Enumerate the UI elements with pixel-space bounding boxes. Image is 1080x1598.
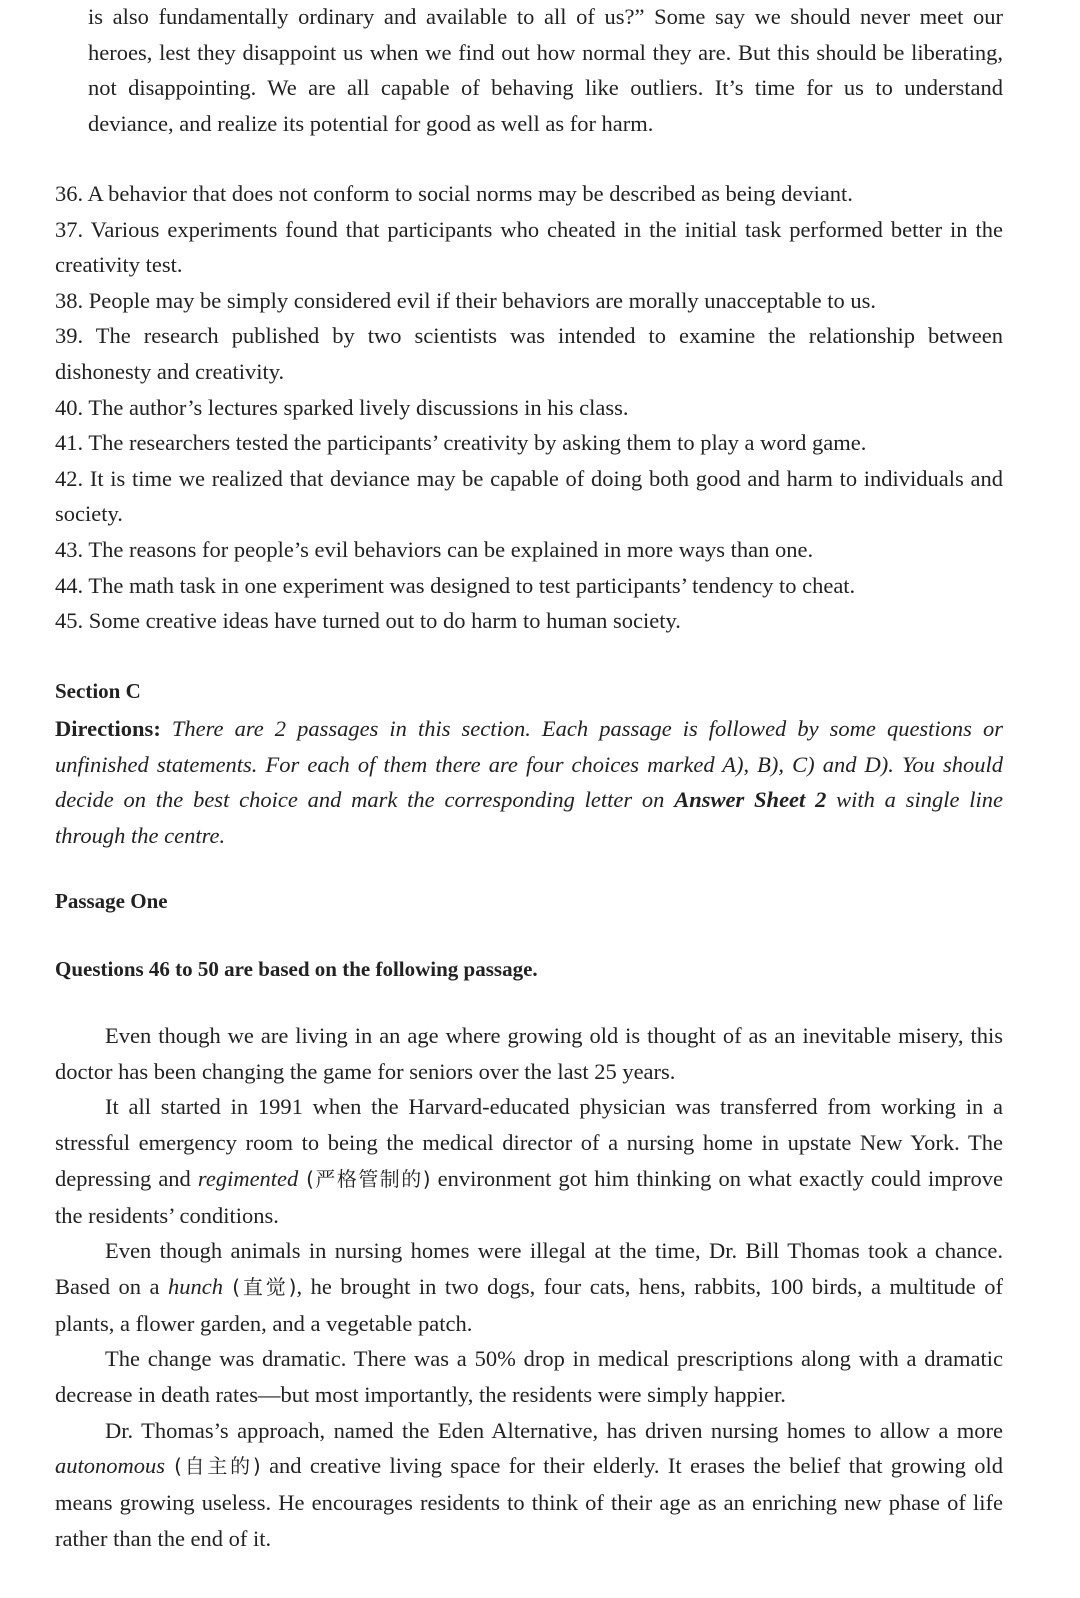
- p2-text-b: environment got him thinking on what exactly could improve the residents’ conditions.: [55, 1165, 1003, 1228]
- passage-paragraph-5: [55, 1413, 1003, 1557]
- p5-text-b: and creative living space for their elderly. It erases the belief that growing old means growing useless. He encourages residents to think of their age as an enriching new phase of life rather than the end of it.: [55, 1453, 1003, 1551]
- term-autonomous: autonomous: [55, 1453, 166, 1479]
- gloss-autonomous: (自主的): [165, 1454, 261, 1479]
- questions-header: [55, 954, 1003, 984]
- statement-43: 43. The reasons for people’s evil behaviors can be explained in more ways than one.: [55, 536, 814, 562]
- directions-body-2: with a single line through the centre.: [55, 787, 1003, 849]
- statement-44: 44. The math task in one experiment was designed to test participants’ tendency to cheat.: [55, 572, 856, 598]
- term-regimented: regimented: [197, 1165, 299, 1191]
- gloss-hunch: (直觉): [223, 1274, 297, 1299]
- term-hunch: hunch: [168, 1273, 223, 1299]
- p3-text-b: , he brought in two dogs, four cats, hens, rabbits, 100 birds, a multitude of plants, a flower garden, and a vegetable patch.: [55, 1273, 1003, 1336]
- gloss-regimented: (严格管制的): [298, 1166, 431, 1191]
- p3-text-a: Even though animals in nursing homes were illegal at the time, Dr. Bill Thomas took a chance. Based on a: [55, 1238, 1003, 1299]
- statement-39: 39. The research published by two scientists was intended to examine the relationship between dishonesty and creativity.: [55, 323, 1003, 384]
- passage-paragraph-1: Even though we are living in an age where growing old is thought of as an inevitable misery, this doctor has been changing the game for seniors over the last 25 years.: [55, 1023, 1003, 1084]
- directions-body-1: There are 2 passages in this section. Each passage is followed by some questions or unfinished statements. For each of them there are four choices marked A), B), C) and D). You should decide on the best choice and mark the corresponding letter on: [55, 716, 1003, 813]
- directions-text: [55, 711, 1003, 854]
- statement-36: 36. A behavior that does not conform to social norms may be described as being deviant.: [55, 181, 853, 206]
- passage-paragraph-4: The change was dramatic. There was a 50% drop in medical prescriptions along with a dramatic decrease in death rates—but most importantly, the residents were simply happier.: [55, 1346, 1003, 1408]
- statement-37: 37. Various experiments found that participants who cheated in the initial task performed better in the creativity test.: [55, 216, 1003, 278]
- statement-42: 42. It is time we realized that deviance may be capable of doing both good and harm to individuals and society.: [55, 465, 1003, 527]
- passage-one-header: [55, 886, 1003, 916]
- statement-45: 45. Some creative ideas have turned out to do harm to human society.: [55, 608, 681, 634]
- passage-one-body: [55, 1018, 1003, 1557]
- statement-40: 40. The author’s lectures sparked lively discussions in his class.: [55, 394, 629, 420]
- directions-label: Directions:: [55, 716, 161, 741]
- passage-paragraph-2: [55, 1089, 1003, 1233]
- p2-text-a: It all started in 1991 when the Harvard-educated physician was transferred from working in a stressful emergency room to being the medical director of a nursing home in upstate New York. The depressing and: [55, 1094, 1003, 1191]
- section-c: [55, 676, 1003, 706]
- p5-text-a: Dr. Thomas’s approach, named the Eden Alternative, has driven nursing homes to allow a more: [105, 1417, 1003, 1443]
- previous-passage-ending: [88, 0, 1003, 141]
- section-c-title: Section C: [55, 679, 141, 703]
- questions-heading: Questions 46 to 50 are based on the following passage.: [55, 957, 538, 981]
- statement-41: 41. The researchers tested the participants’ creativity by asking them to play a word game.: [55, 430, 867, 456]
- statement-list: [55, 176, 1003, 639]
- intro-paragraph: is also fundamentally ordinary and available to all of us?” Some say we should never meet our heroes, lest they disappoint us when we find out how normal they are. But this should be liberating, not disappointing. We are all capable of behaving like outliers. It’s time for us to understand deviance, and realize its potential for good as well as for harm.: [88, 4, 1003, 136]
- directions: [55, 711, 1003, 854]
- passage-one-title: Passage One: [55, 889, 168, 913]
- statement-38: 38. People may be simply considered evil if their behaviors are morally unacceptable to us.: [55, 287, 876, 313]
- passage-paragraph-3: [55, 1233, 1003, 1341]
- answer-sheet-label: Answer Sheet 2: [674, 787, 827, 813]
